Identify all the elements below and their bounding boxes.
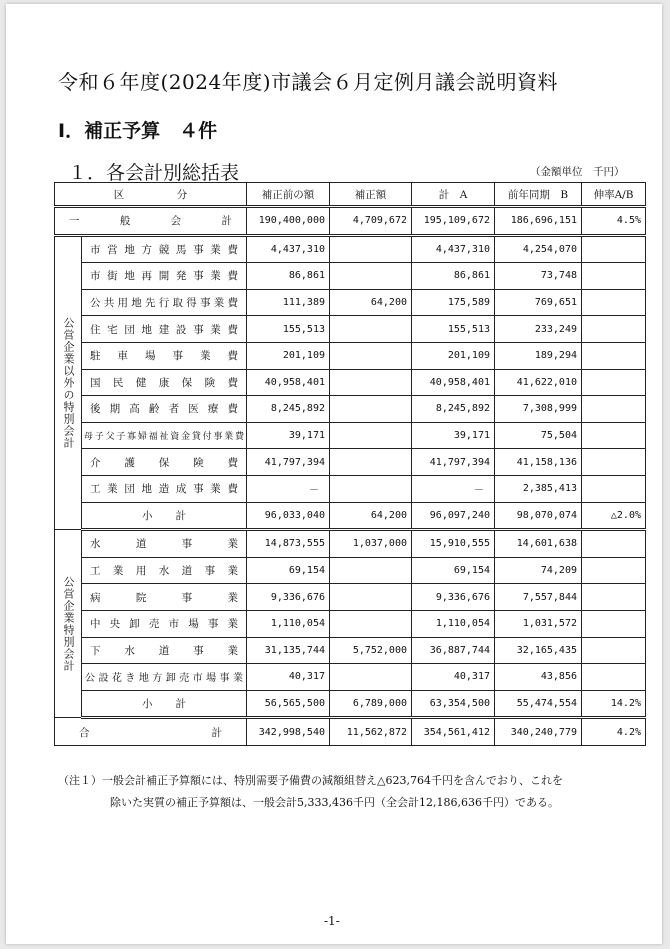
row-prev: 7,557,844 <box>495 584 582 611</box>
grand-total-total: 354,561,412 <box>412 718 495 746</box>
grand-total-before: 342,998,540 <box>247 718 330 746</box>
row-total: 15,910,555 <box>412 530 495 558</box>
table-row <box>55 475 646 502</box>
row-total: 69,154 <box>412 557 495 584</box>
row-label: 後期高齢者医療費 <box>82 396 247 423</box>
general-prev: 186,696,151 <box>495 207 582 236</box>
row-amount <box>330 449 412 476</box>
row-total: 9,336,676 <box>412 584 495 611</box>
footnote-line-2: 除いた実質の補正予算額は、一般会計5,333,436千円（全会計12,186,636千円）である。 <box>110 796 559 809</box>
row-rate <box>582 289 646 316</box>
row-prev: 41,158,136 <box>495 449 582 476</box>
general-before: 190,400,000 <box>247 207 330 236</box>
row-prev: 73,748 <box>495 263 582 290</box>
row-prev: 233,249 <box>495 316 582 343</box>
row-rate <box>582 342 646 369</box>
subtotal-prev: 98,070,074 <box>495 502 582 530</box>
row-amount <box>330 664 412 691</box>
row-prev: 769,651 <box>495 289 582 316</box>
row-rate <box>582 584 646 611</box>
row-prev: 41,622,010 <box>495 369 582 396</box>
row-prev: 4,254,070 <box>495 235 582 263</box>
table-row <box>55 235 646 263</box>
row-rate <box>582 316 646 343</box>
row-prev: 43,856 <box>495 664 582 691</box>
table-row <box>55 610 646 637</box>
row-prev: 74,209 <box>495 557 582 584</box>
table-row <box>55 557 646 584</box>
row-label: 国民健康保険費 <box>82 369 247 396</box>
row-prev: 1,031,572 <box>495 610 582 637</box>
general-total: 195,109,672 <box>412 207 495 236</box>
row-label: 介護保険費 <box>82 449 247 476</box>
row-before: 14,873,555 <box>247 530 330 558</box>
row-amount <box>330 369 412 396</box>
document-page <box>6 4 662 944</box>
row-total: 40,958,401 <box>412 369 495 396</box>
row-before: 155,513 <box>247 316 330 343</box>
table-row <box>55 396 646 423</box>
unit-note: （金額単位 千円） <box>530 166 625 178</box>
row-amount: 5,752,000 <box>330 637 412 664</box>
row-label: 工業団地造成事業費 <box>82 475 247 502</box>
row-before: － <box>247 475 330 502</box>
row-rate <box>582 610 646 637</box>
row-label: 住宅団地建設事業費 <box>82 316 247 343</box>
row-amount <box>330 396 412 423</box>
group2-label: 公営企業特別会計 <box>55 530 82 718</box>
header-total: 計 A <box>412 183 495 207</box>
subtotal-total: 96,097,240 <box>412 502 495 530</box>
table-row <box>55 449 646 476</box>
row-before: 4,437,310 <box>247 235 330 263</box>
general-rate: 4.5% <box>582 207 646 236</box>
row-label: 市街地再開発事業費 <box>82 263 247 290</box>
row-rate <box>582 369 646 396</box>
row-label: 病院事業 <box>82 584 247 611</box>
row-amount <box>330 557 412 584</box>
row-before: 111,389 <box>247 289 330 316</box>
row-rate <box>582 664 646 691</box>
row-amount <box>330 610 412 637</box>
row-before: 69,154 <box>247 557 330 584</box>
row-total: 36,887,744 <box>412 637 495 664</box>
row-amount <box>330 263 412 290</box>
general-account-row <box>55 207 646 236</box>
row-before: 9,336,676 <box>247 584 330 611</box>
row-rate <box>582 422 646 449</box>
row-before: 31,135,744 <box>247 637 330 664</box>
row-label: 公共用地先行取得事業費 <box>82 289 247 316</box>
row-rate <box>582 235 646 263</box>
row-total: 155,513 <box>412 316 495 343</box>
row-total: 40,317 <box>412 664 495 691</box>
row-prev: 7,308,999 <box>495 396 582 423</box>
table-row <box>55 530 646 558</box>
row-label: 公設花き地方卸売市場事業 <box>82 664 247 691</box>
section-heading: Ⅰ．補正予算 ４件 <box>58 120 218 142</box>
document-title: 令和６年度(2024年度)市議会６月定例月議会説明資料 <box>58 70 559 94</box>
row-total: 1,110,054 <box>412 610 495 637</box>
group2-subtotal-row <box>55 690 646 718</box>
row-total: 39,171 <box>412 422 495 449</box>
grand-total-prev: 340,240,779 <box>495 718 582 746</box>
table-row <box>55 637 646 664</box>
table-row <box>55 584 646 611</box>
subtotal-amount: 64,200 <box>330 502 412 530</box>
row-rate <box>582 396 646 423</box>
table-row <box>55 316 646 343</box>
table-row <box>55 369 646 396</box>
row-before: 86,861 <box>247 263 330 290</box>
subtotal-label: 小 計 <box>82 690 247 718</box>
subtotal-prev: 55,474,554 <box>495 690 582 718</box>
row-amount: 1,037,000 <box>330 530 412 558</box>
row-amount <box>330 342 412 369</box>
table-row <box>55 422 646 449</box>
grand-total-amount: 11,562,872 <box>330 718 412 746</box>
subtotal-total: 63,354,500 <box>412 690 495 718</box>
subtotal-before: 96,033,040 <box>247 502 330 530</box>
header-prev: 前年同期 B <box>495 183 582 207</box>
table-row <box>55 342 646 369</box>
general-amount: 4,709,672 <box>330 207 412 236</box>
row-total: 175,589 <box>412 289 495 316</box>
row-amount <box>330 316 412 343</box>
row-before: 40,317 <box>247 664 330 691</box>
row-total: 41,797,394 <box>412 449 495 476</box>
subtotal-amount: 6,789,000 <box>330 690 412 718</box>
grand-total-rate: 4.2% <box>582 718 646 746</box>
row-before: 1,110,054 <box>247 610 330 637</box>
footnote-line-1: （注１）一般会計補正予算額には、特別需要予備費の減額組替え△623,764千円を含んでおり、これを <box>58 774 563 787</box>
row-amount <box>330 475 412 502</box>
subtotal-rate: 14.2% <box>582 690 646 718</box>
subtotal-rate: △2.0% <box>582 502 646 530</box>
table-row <box>55 263 646 290</box>
row-amount <box>330 235 412 263</box>
row-amount <box>330 584 412 611</box>
row-rate <box>582 449 646 476</box>
row-rate <box>582 557 646 584</box>
table-header-row <box>55 183 646 207</box>
table-row <box>55 664 646 691</box>
header-rate: 伸率A/B <box>582 183 646 207</box>
subtotal-label: 小 計 <box>82 502 247 530</box>
row-total: － <box>412 475 495 502</box>
general-label: 一 般 会 計 <box>55 207 247 236</box>
row-total: 201,109 <box>412 342 495 369</box>
table-row <box>55 289 646 316</box>
row-label: 駐車場事業費 <box>82 342 247 369</box>
row-label: 工業用水道事業 <box>82 557 247 584</box>
row-rate <box>582 637 646 664</box>
group1-subtotal-row <box>55 502 646 530</box>
row-total: 4,437,310 <box>412 235 495 263</box>
row-label: 水道事業 <box>82 530 247 558</box>
row-prev: 14,601,638 <box>495 530 582 558</box>
row-before: 41,797,394 <box>247 449 330 476</box>
row-amount: 64,200 <box>330 289 412 316</box>
subtotal-before: 56,565,500 <box>247 690 330 718</box>
row-prev: 2,385,413 <box>495 475 582 502</box>
row-amount <box>330 422 412 449</box>
row-label: 下水道事業 <box>82 637 247 664</box>
row-rate <box>582 263 646 290</box>
row-before: 40,958,401 <box>247 369 330 396</box>
row-label: 中央卸売市場事業 <box>82 610 247 637</box>
header-category: 区 分 <box>55 183 247 207</box>
group1-label: 公営企業以外の特別会計 <box>55 235 82 530</box>
row-total: 8,245,892 <box>412 396 495 423</box>
header-amount: 補正額 <box>330 183 412 207</box>
row-label: 市営地方競馬事業費 <box>82 235 247 263</box>
page-number: -1- <box>324 914 340 928</box>
subsection-heading: １．各会計別総括表 <box>68 162 240 184</box>
row-rate <box>582 475 646 502</box>
grand-total-row <box>55 718 646 746</box>
grand-total-label: 合 計 <box>55 718 247 746</box>
row-rate <box>582 530 646 558</box>
row-label: 母子父子寡婦福祉資金貸付事業費 <box>82 422 247 449</box>
account-summary-table <box>54 182 646 746</box>
row-before: 201,109 <box>247 342 330 369</box>
row-prev: 189,294 <box>495 342 582 369</box>
row-before: 8,245,892 <box>247 396 330 423</box>
row-prev: 75,504 <box>495 422 582 449</box>
row-prev: 32,165,435 <box>495 637 582 664</box>
row-total: 86,861 <box>412 263 495 290</box>
footnote <box>58 770 648 814</box>
header-before: 補正前の額 <box>247 183 330 207</box>
row-before: 39,171 <box>247 422 330 449</box>
